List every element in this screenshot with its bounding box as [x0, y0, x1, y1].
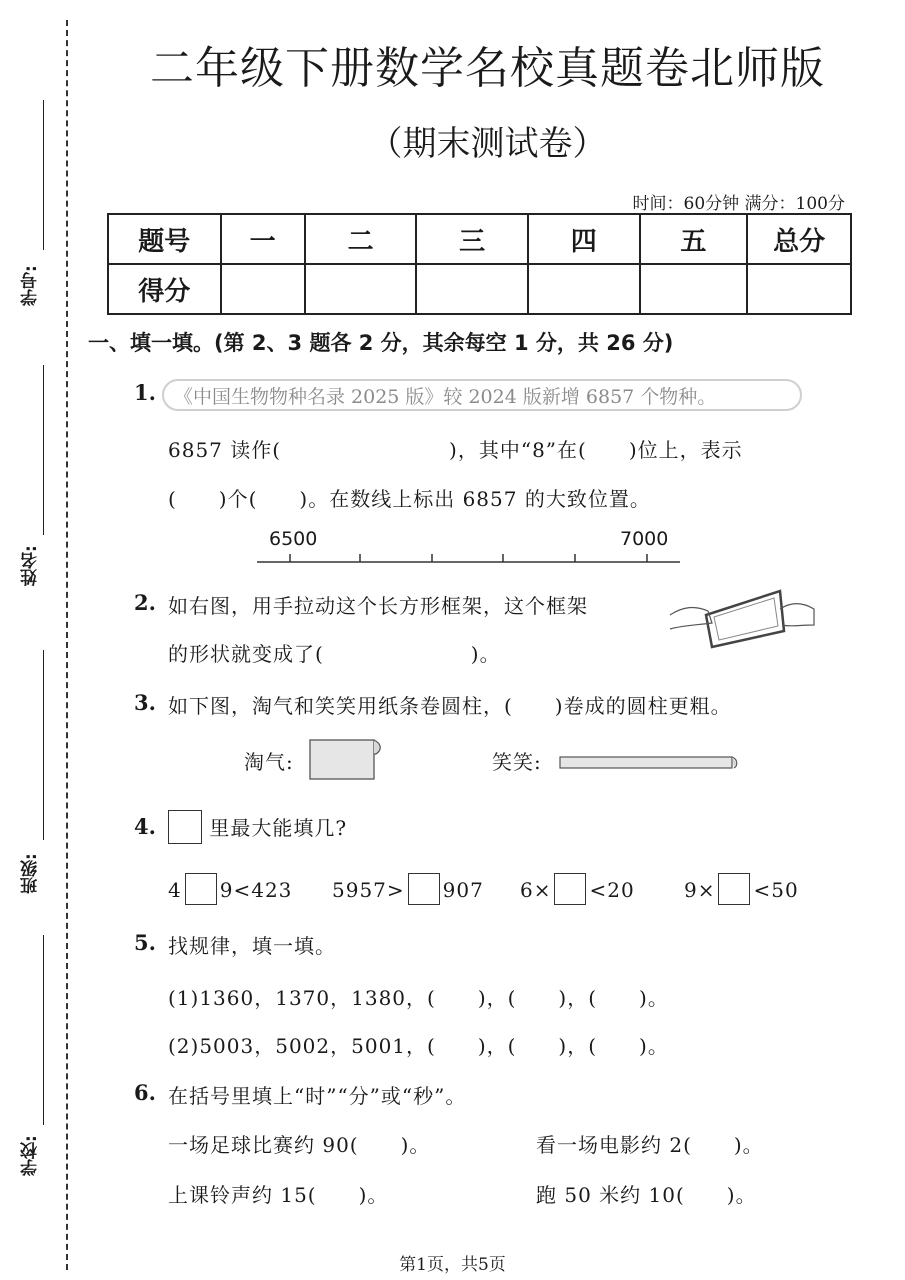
answer-box[interactable]: [718, 873, 750, 905]
score-table-score-row: [108, 264, 851, 314]
answer-box[interactable]: [408, 873, 440, 905]
name-label: 姓名:: [21, 545, 41, 587]
expr-3-suffix: <20: [589, 878, 635, 902]
table-header-cell: 题号: [108, 214, 221, 264]
xiaoxiao-paper-strip: [558, 754, 740, 772]
question-4-expression-2: [332, 873, 484, 905]
question-1-quote: 《中国生物物种名录 2025 版》较 2024 版新增 6857 个物种。: [162, 379, 802, 411]
class-label: 班级:: [21, 853, 41, 895]
question-1-line-2: ( )个( )。在数线上标出 6857 的大致位置。: [168, 487, 651, 511]
table-header-cell: 一: [221, 214, 305, 264]
score-table: [107, 213, 852, 315]
score-cell[interactable]: [221, 264, 305, 314]
binding-dashed-line: [66, 20, 68, 1270]
number-line-left-label: 6500: [269, 528, 318, 550]
score-cell[interactable]: [416, 264, 528, 314]
answer-box-example: [168, 810, 202, 844]
page-title: 二年级下册数学名校真题卷北师版: [150, 43, 825, 94]
question-2-line-2: 的形状就变成了( )。: [168, 642, 501, 666]
number-line-right-label: 7000: [620, 528, 669, 550]
table-header-cell: 四: [528, 214, 640, 264]
question-3-line-1: 如下图，淘气和笑笑用纸条卷圆柱，( )卷成的圆柱更粗。: [168, 694, 732, 718]
page-subtitle: （期末测试卷）: [368, 124, 607, 164]
expr-1-suffix: 9<423: [219, 878, 293, 902]
question-2-line-1: 如右图，用手拉动这个长方形框架，这个框架: [168, 594, 588, 618]
question-4-expression-4: [684, 873, 799, 905]
score-cell[interactable]: [305, 264, 417, 314]
name-write-line: [43, 365, 44, 535]
student-id-label: 学号:: [21, 265, 41, 307]
question-6-number: 6.: [134, 1080, 156, 1105]
answer-box[interactable]: [185, 873, 217, 905]
score-row-label: 得分: [108, 264, 221, 314]
question-6-item-b: 看一场电影约 2( )。: [536, 1133, 764, 1157]
table-header-cell: 三: [416, 214, 528, 264]
question-6-item-a: 一场足球比赛约 90( )。: [168, 1133, 431, 1157]
table-header-cell: 五: [640, 214, 748, 264]
question-4-line-1: [168, 810, 347, 844]
exam-meta: 时间：60分钟 满分：100分: [632, 194, 845, 214]
question-5-line-2: (1)1360，1370，1380，( )，( )，( )。: [168, 986, 669, 1010]
expr-2-prefix: 5957>: [332, 878, 405, 902]
question-1-line-1: 6857 读作( )，其中“8”在( )位上，表示: [168, 438, 743, 462]
table-header-cell: 二: [305, 214, 417, 264]
taoqi-paper-roll: [308, 738, 384, 782]
score-cell[interactable]: [528, 264, 640, 314]
answer-box[interactable]: [554, 873, 586, 905]
school-write-line: [43, 935, 44, 1125]
question-5-line-3: (2)5003，5002，5001，( )，( )，( )。: [168, 1034, 669, 1058]
question-2-number: 2.: [134, 590, 156, 615]
expr-1-prefix: 4: [168, 878, 182, 902]
question-6-line-1: 在括号里填上“时”“分”或“秒”。: [168, 1084, 467, 1108]
score-cell[interactable]: [747, 264, 851, 314]
table-header-cell: 总分: [747, 214, 851, 264]
question-4-prompt: 里最大能填几?: [209, 816, 348, 840]
student-id-write-line: [43, 100, 44, 250]
question-4-number: 4.: [134, 814, 156, 839]
score-table-header-row: [108, 214, 851, 264]
question-3-number: 3.: [134, 690, 156, 715]
taoqi-label: 淘气:: [244, 750, 294, 774]
xiaoxiao-label: 笑笑:: [492, 750, 542, 774]
question-6-item-c: 上课铃声约 15( )。: [168, 1183, 389, 1207]
hands-pulling-frame-illustration: [668, 585, 816, 655]
expr-2-suffix: 907: [442, 878, 484, 902]
class-write-line: [43, 650, 44, 840]
question-4-expression-3: [520, 873, 635, 905]
question-6-item-d: 跑 50 米约 10( )。: [536, 1183, 757, 1207]
question-5-number: 5.: [134, 930, 156, 955]
expr-3-prefix: 6×: [520, 878, 552, 902]
number-line[interactable]: [255, 548, 685, 570]
page-footer: 第1页，共5页: [399, 1255, 506, 1275]
question-5-line-1: 找规律，填一填。: [168, 934, 336, 958]
expr-4-suffix: <50: [753, 878, 799, 902]
question-4-expression-1: [168, 873, 292, 905]
score-cell[interactable]: [640, 264, 748, 314]
school-label: 学校:: [21, 1135, 41, 1177]
expr-4-prefix: 9×: [684, 878, 716, 902]
section-1-heading: 一、填一填。(第 2、3 题各 2 分，其余每空 1 分，共 26 分): [88, 331, 674, 355]
question-1-number: 1.: [134, 380, 156, 405]
